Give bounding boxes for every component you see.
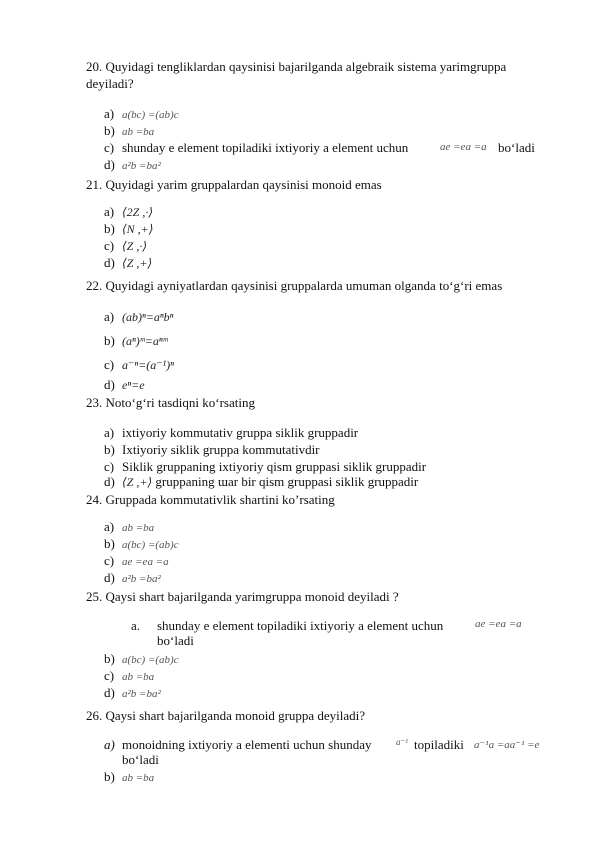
option-formula: ⟨Z ,+⟩ <box>122 256 153 270</box>
option-formula: ⟨Z ,·⟩ <box>122 239 148 253</box>
question-20-title <box>86 58 556 92</box>
question-20-option-d <box>104 157 161 174</box>
option-text: shunday e element topiladiki ixtiyoriy a element uchun <box>157 618 444 633</box>
question-20-option-c-formula: ae =ea =a <box>440 141 487 153</box>
option-formula: ab =ba <box>122 126 155 138</box>
question-23-option-a <box>104 425 358 440</box>
option-label: d) <box>104 474 115 489</box>
option-formula: ae =ea =a <box>122 556 169 568</box>
option-formula: a(bc) =(ab)c <box>122 539 179 551</box>
question-26-option-a-suffix: bo‘ladi <box>122 752 159 767</box>
option-label: c) <box>104 459 115 474</box>
option-label: c) <box>104 238 115 253</box>
question-25-title: 25. Qaysi shart bajarilganda yarimgruppa monoid deyiladi ? <box>86 589 399 604</box>
question-24-option-b <box>104 536 179 553</box>
question-24-option-d <box>104 570 161 587</box>
option-label: b) <box>104 221 115 236</box>
question-22-title: 22. Quyidagi ayniyatlardan qaysinisi gruppalarda umuman olganda to‘g‘ri emas <box>86 278 503 293</box>
option-formula: (ab)ⁿ=aⁿbⁿ <box>122 310 174 324</box>
question-26-option-a-text-2: topiladiki <box>414 737 464 752</box>
option-label: a) <box>104 737 115 752</box>
option-label: c) <box>104 140 115 155</box>
option-label: c) <box>104 668 115 683</box>
option-formula: ⟨Z ,+⟩ <box>122 475 153 489</box>
option-text: gruppaning ɯar bir qism gruppasi siklik gruppadir <box>155 474 419 489</box>
question-23-option-b <box>104 442 320 457</box>
option-label: c) <box>104 357 115 372</box>
question-22-option-c <box>104 357 174 373</box>
question-22-option-b <box>104 333 168 349</box>
option-text: shunday e element topiladiki ixtiyoriy a element uchun <box>122 140 409 155</box>
question-26-option-a-inverse: a⁻¹ <box>396 737 408 747</box>
option-formula: a²b =ba² <box>122 688 161 700</box>
question-20-option-c <box>104 140 408 155</box>
option-formula: (aⁿ)ᵐ=aⁿᵐ <box>122 334 168 348</box>
question-22-option-d <box>104 377 145 393</box>
option-label: a) <box>104 309 115 324</box>
question-24-option-a <box>104 519 154 536</box>
option-label: b) <box>104 123 115 138</box>
question-20-option-a <box>104 106 179 123</box>
question-21-option-a <box>104 204 153 220</box>
question-25-option-a-formula: ae =ea =a <box>475 618 522 630</box>
option-label: b) <box>104 333 115 348</box>
option-formula: ⟨2Z ,·⟩ <box>122 205 154 219</box>
question-21-option-b <box>104 221 153 237</box>
option-label: a) <box>104 519 115 534</box>
option-formula: a(bc) =(ab)c <box>122 109 179 121</box>
option-formula: a²b =ba² <box>122 160 161 172</box>
option-label: a) <box>104 425 115 440</box>
question-20-option-c-suffix: bo‘ladi <box>498 140 535 155</box>
option-formula: ab =ba <box>122 522 155 534</box>
question-21-title: 21. Quyidagi yarim gruppalardan qaysinisi monoid emas <box>86 177 382 192</box>
question-25-option-d <box>104 685 161 702</box>
option-formula: a⁻ⁿ=(a⁻¹)ⁿ <box>122 358 174 372</box>
option-text: monoidning ixtiyoriy a elementi uchun shunday <box>122 737 372 752</box>
option-label: d) <box>104 157 115 172</box>
option-text: Siklik gruppaning ixtiyoriy qism gruppasi siklik gruppadir <box>122 459 427 474</box>
option-label: a) <box>104 106 115 121</box>
question-25-option-a-suffix: bo‘ladi <box>157 633 194 648</box>
option-formula: ab =ba <box>122 772 155 784</box>
option-label: d) <box>104 570 115 585</box>
option-label: b) <box>104 442 115 457</box>
question-20-option-b <box>104 123 154 140</box>
option-label: a. <box>131 618 141 633</box>
option-formula: a(bc) =(ab)c <box>122 654 179 666</box>
question-21-option-d <box>104 255 152 271</box>
question-25-option-c <box>104 668 154 685</box>
question-20-line-1: 20. Quyidagi tengliklardan qaysinisi bajarilganda algebraik sistema yarimgruppa <box>86 59 507 74</box>
question-20-line-2: deyiladi? <box>86 76 134 91</box>
question-24-title: 24. Gruppada kommutativlik shartini ko’rsating <box>86 492 335 507</box>
option-text: Ixtiyoriy siklik gruppa kommutativdir <box>122 442 320 457</box>
option-label: d) <box>104 255 115 270</box>
option-formula: a²b =ba² <box>122 573 161 585</box>
question-26-option-b <box>104 769 154 786</box>
question-25-option-a <box>131 618 443 633</box>
option-label: b) <box>104 651 115 666</box>
option-label: a) <box>104 204 115 219</box>
option-label: b) <box>104 769 115 784</box>
question-22-option-a <box>104 309 173 325</box>
option-label: d) <box>104 377 115 392</box>
option-label: b) <box>104 536 115 551</box>
option-formula: ab =ba <box>122 671 155 683</box>
question-26-title: 26. Qaysi shart bajarilganda monoid gruppa deyiladi? <box>86 708 366 723</box>
question-23-option-d <box>104 474 418 490</box>
question-23-title: 23. Noto‘g‘ri tasdiqni ko‘rsating <box>86 395 255 410</box>
option-label: d) <box>104 685 115 700</box>
option-formula: eⁿ=e <box>122 378 145 392</box>
option-text: ixtiyoriy kommutativ gruppa siklik gruppadir <box>122 425 359 440</box>
question-23-option-c <box>104 459 426 474</box>
question-26-option-a <box>104 737 372 752</box>
option-label: c) <box>104 553 115 568</box>
question-26-option-a-formula: a⁻¹a =aa⁻¹ =e <box>474 739 540 751</box>
question-21-option-c <box>104 238 147 254</box>
option-formula: ⟨N ,+⟩ <box>122 222 154 236</box>
question-25-option-b <box>104 651 179 668</box>
question-24-option-c <box>104 553 169 570</box>
